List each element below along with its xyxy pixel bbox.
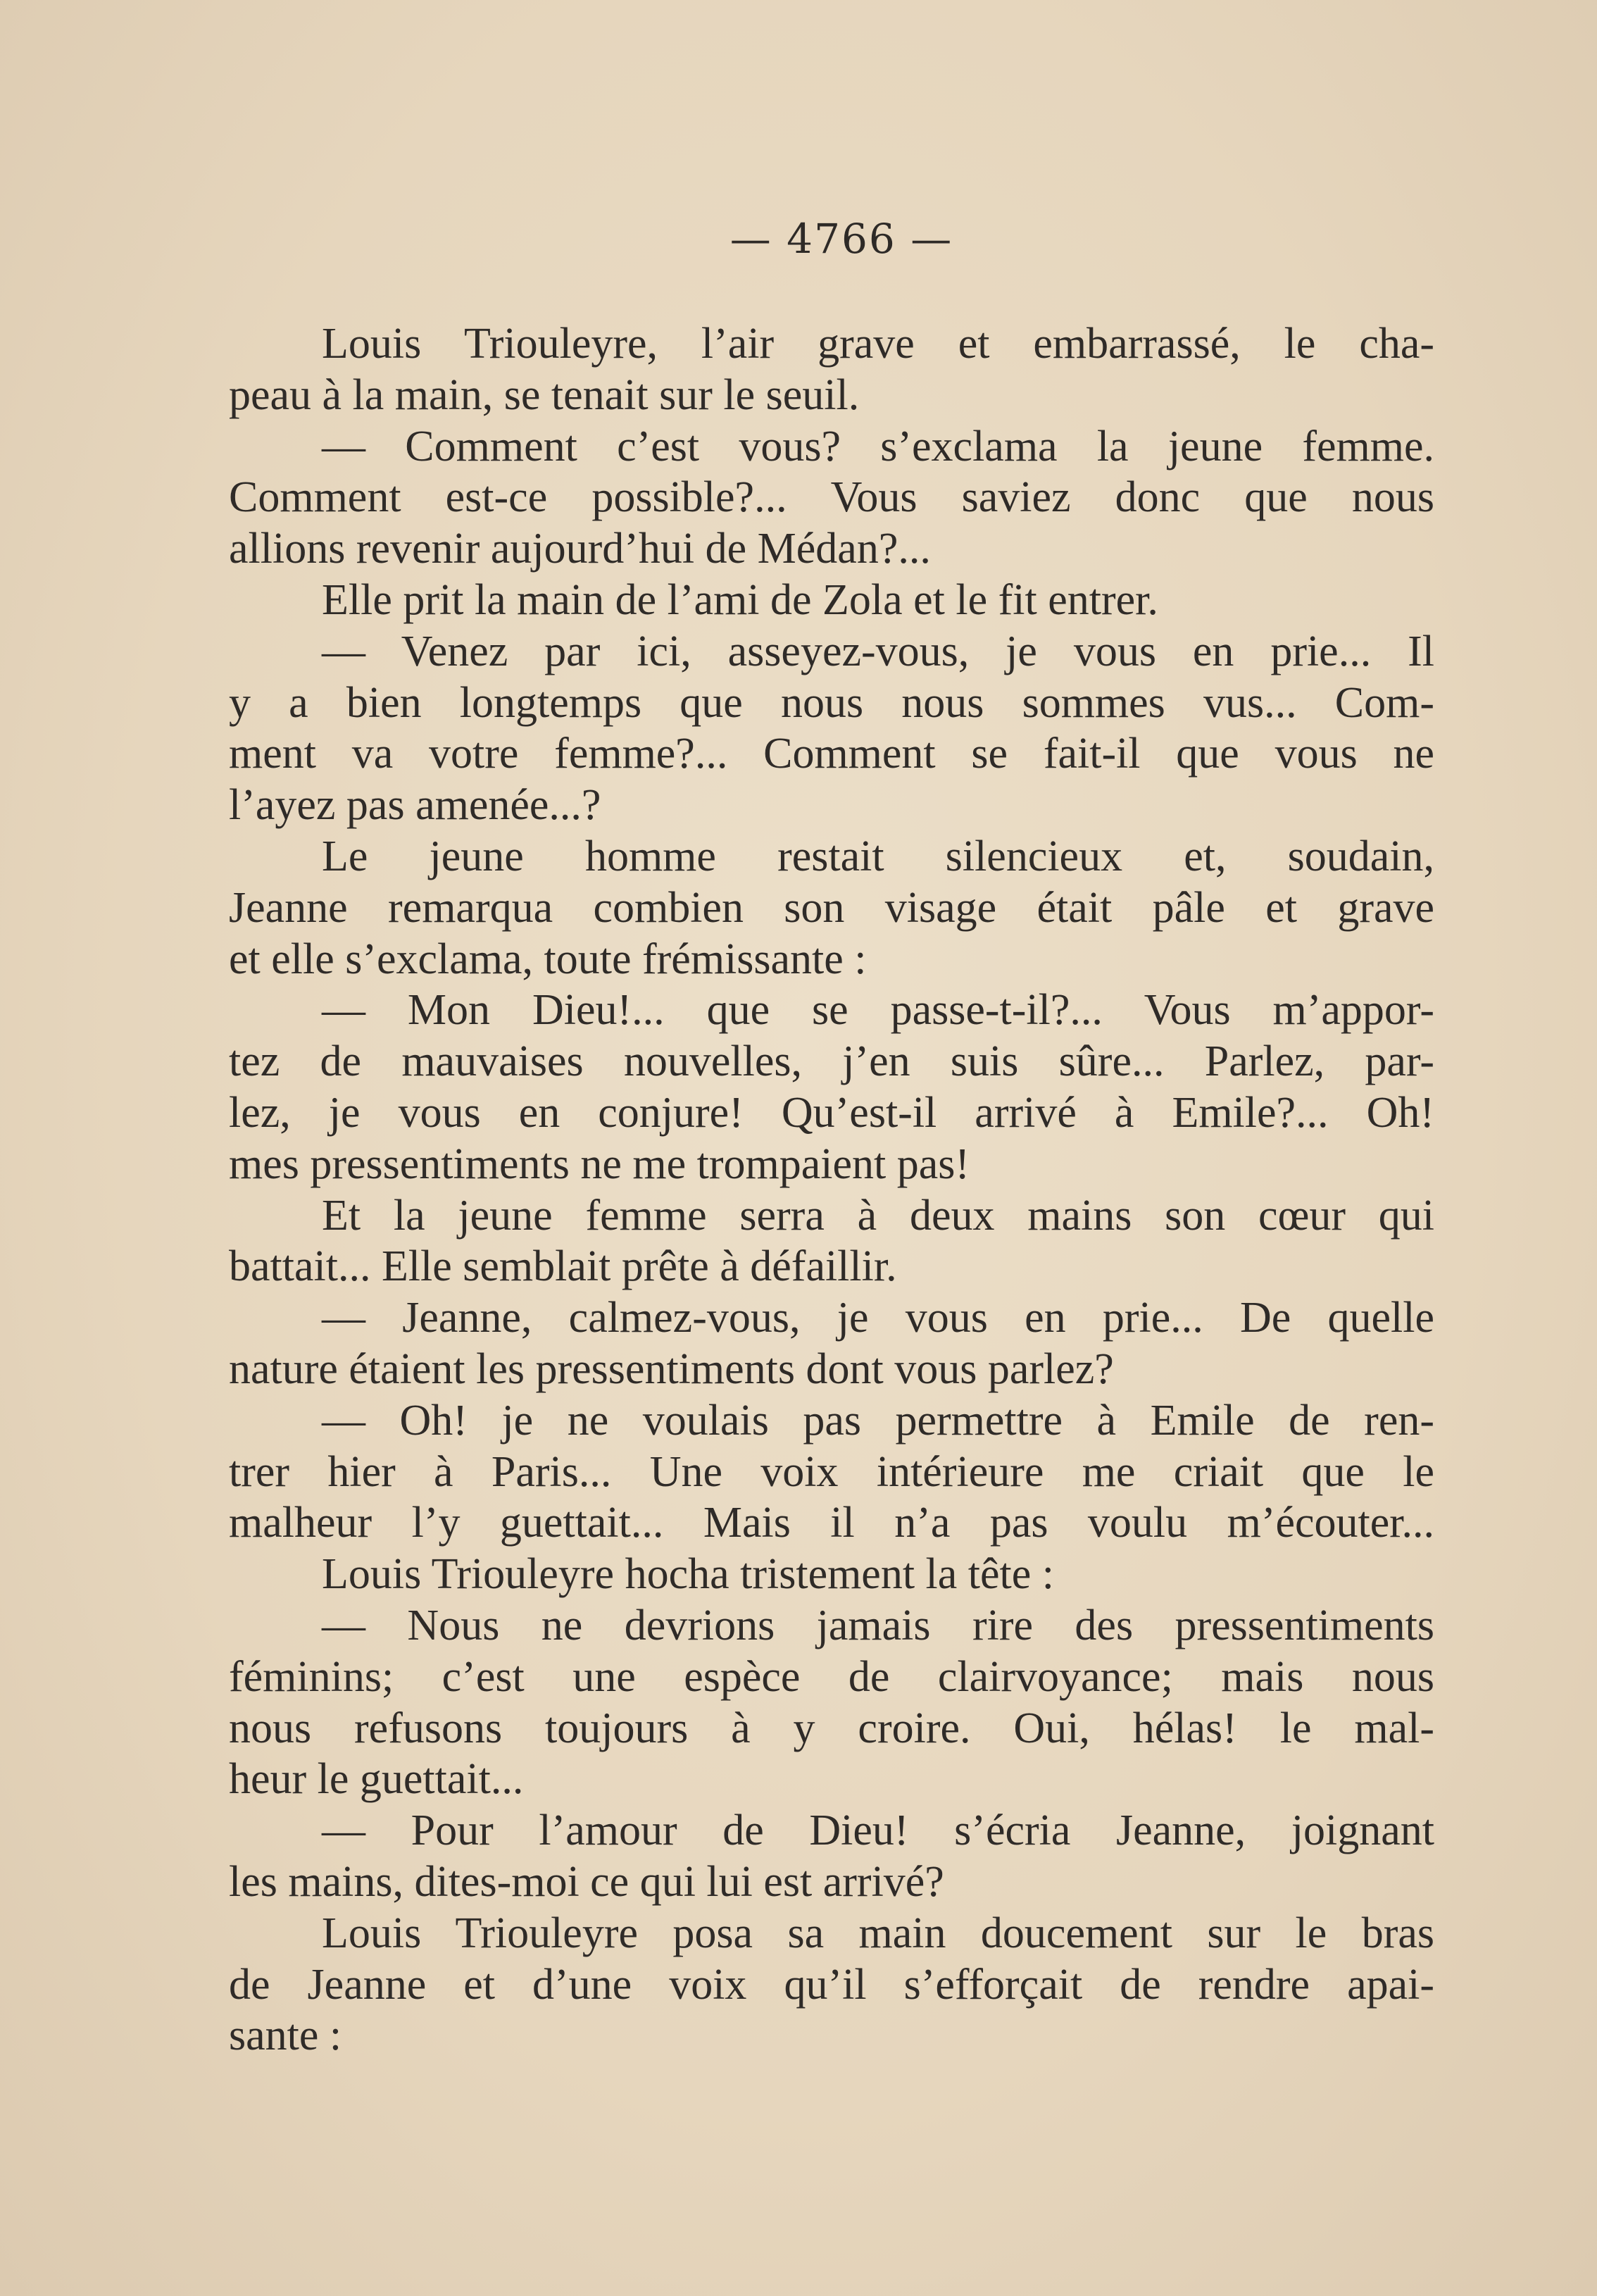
text-line: — Mon Dieu!... que se passe-t-il?... Vous m’appor- xyxy=(322,986,1434,1035)
text-line: battait... Elle semblait prête à défaillir. xyxy=(229,1242,897,1291)
page-number: — 4766 — xyxy=(729,215,953,263)
text-line: ment va votre femme?... Comment se fait-il que vous ne xyxy=(229,730,1434,778)
text-line: — Jeanne, calmez-vous, je vous en prie... De quelle xyxy=(322,1294,1434,1342)
text-line: heur le guettait... xyxy=(229,1755,524,1804)
text-line: de Jeanne et d’une voix qu’il s’efforçait de rendre apai- xyxy=(229,1960,1434,2009)
text-line: — Nous ne devrions jamais rire des pressentiments xyxy=(322,1601,1434,1649)
text-line: l’ayez pas amenée...? xyxy=(229,781,601,830)
text-line: lez, je vous en conjure! Qu’est-il arrivé à Emile?... Oh! xyxy=(229,1088,1434,1137)
text-line: Louis Triouleyre posa sa main doucement sur le bras xyxy=(322,1909,1434,1957)
text-line: mes pressentiments ne me trompaient pas! xyxy=(229,1140,970,1188)
text-line: nous refusons toujours à y croire. Oui, hélas! le mal- xyxy=(229,1704,1434,1752)
text-line: Louis Triouleyre hocha tristement la tête : xyxy=(322,1550,1055,1599)
text-line: Louis Triouleyre, l’air grave et embarrassé, le cha- xyxy=(322,320,1434,368)
text-line: Le jeune homme restait silencieux et, soudain, xyxy=(322,832,1434,880)
text-line: tez de mauvaises nouvelles, j’en suis sûre... Parlez, par- xyxy=(229,1037,1434,1086)
text-line: — Pour l’amour de Dieu! s’écria Jeanne, joignant xyxy=(322,1807,1434,1855)
text-line: Elle prit la main de l’ami de Zola et le fit entrer. xyxy=(322,575,1158,624)
text-line: malheur l’y guettait... Mais il n’a pas voulu m’écouter... xyxy=(229,1499,1434,1547)
body-text xyxy=(229,318,1434,2061)
text-line: trer hier à Paris... Une voix intérieure me criait que le xyxy=(229,1447,1434,1496)
text-line: les mains, dites-moi ce qui lui est arrivé? xyxy=(229,1857,944,1906)
text-line: peau à la main, se tenait sur le seuil. xyxy=(229,370,860,419)
text-line: féminins; c’est une espèce de clairvoyance; mais nous xyxy=(229,1652,1434,1701)
text-line: — Comment c’est vous? s’exclama la jeune femme. xyxy=(322,422,1434,470)
text-line: sante : xyxy=(229,2011,342,2060)
text-line: Jeanne remarqua combien son visage était pâle et grave xyxy=(229,883,1434,932)
text-line: et elle s’exclama, toute frémissante : xyxy=(229,935,867,983)
text-line: — Venez par ici, asseyez-vous, je vous en prie... Il xyxy=(322,627,1434,675)
text-line: — Oh! je ne voulais pas permettre à Emile de ren- xyxy=(322,1396,1434,1445)
text-line: allions revenir aujourd’hui de Médan?... xyxy=(229,525,931,573)
text-line: nature étaient les pressentiments dont vous parlez? xyxy=(229,1344,1114,1393)
text-line: Comment est-ce possible?... Vous saviez donc que nous xyxy=(229,473,1434,522)
text-line: y a bien longtemps que nous nous sommes vus... Com- xyxy=(229,678,1434,727)
text-line: Et la jeune femme serra à deux mains son cœur qui xyxy=(322,1191,1434,1240)
